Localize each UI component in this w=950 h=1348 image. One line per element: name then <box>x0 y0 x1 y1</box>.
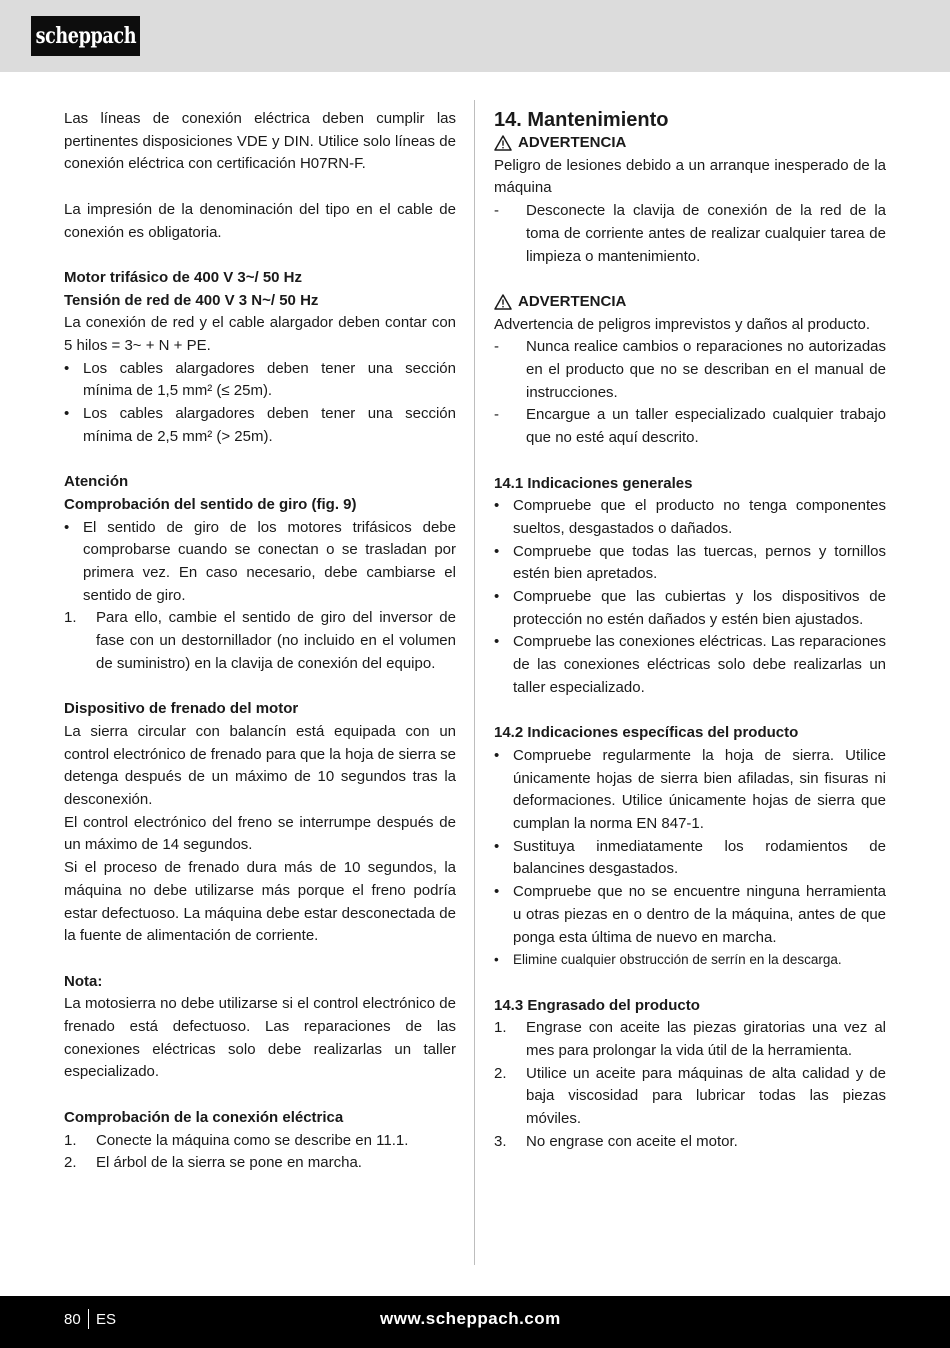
brake-heading: Dispositivo de frenado del motor <box>64 700 299 718</box>
list-item: • Los cables alargadores deben tener una sección mínima de 2,5 mm² (> 25m). <box>64 405 456 445</box>
brake-paragraph-2: El control electrónico del freno se interrumpe después de un máximo de 14 segundos. <box>64 813 456 854</box>
logo-text: scheppach <box>35 23 136 49</box>
numbered-item: 1. Para ello, cambie el sentido de giro del inversor de fase con un destornillador (no incluido en el volumen de suministro) en la clavija de conexión del equipo. <box>64 609 456 672</box>
column-divider <box>474 100 475 1265</box>
subsection-heading-14-2: 14.2 Indicaciones específicas del producto <box>494 724 799 742</box>
footer-separator <box>88 1309 89 1329</box>
subsection-heading-14-1: 14.1 Indicaciones generales <box>494 474 693 492</box>
left-column <box>64 108 456 1175</box>
numbered-item: 2. Utilice un aceite para máquinas de alta calidad y de baja viscosidad para lubricar todas las piezas móviles. <box>494 1064 886 1128</box>
list-item: - Encargue a un taller especializado cualquier trabajo que no esté aquí descrito. <box>494 406 886 447</box>
subsection-heading-14-3: 14.3 Engrasado del producto <box>494 996 700 1014</box>
scheppach-logo <box>31 16 140 56</box>
warning-label: ADVERTENCIA <box>494 132 886 155</box>
list-item: • Los cables alargadores deben tener una sección mínima de 1,5 mm² (≤ 25m). <box>64 359 456 400</box>
page-footer <box>0 1296 950 1348</box>
numbered-item: 2. El árbol de la sierra se pone en marcha. <box>64 1154 362 1172</box>
attention-heading: Atención <box>64 473 129 491</box>
warning-text: Peligro de lesiones debido a un arranque inesperado de la máquina <box>494 156 886 197</box>
list-item: • Compruebe que el producto no tenga componentes sueltos, desgastados o dañados. <box>494 497 886 537</box>
numbered-item: 1. Engrase con aceite las piezas giratorias una vez al mes para prolongar la vida útil de la herramienta. <box>494 1019 886 1060</box>
page-number: 80 <box>64 1311 81 1328</box>
list-item: • Compruebe regularmente la hoja de sierra. Utilice únicamente hojas de sierra bien afiladas, sin fisuras ni deformaciones. Utilice únicamente hojas de sierra que cumplan la norma EN 847-1. <box>494 746 886 833</box>
cable-requirements-paragraph: Las líneas de conexión eléctrica deben cumplir las pertinentes disposiciones VDE y DIN. Utilice solo líneas de conexión eléctrica con certificación H07RN-F. <box>64 110 456 173</box>
brake-paragraph-3: Si el proceso de frenado dura más de 10 segundos, la máquina no debe utilizarse más porque el freno podría estar defectuoso. La máquina debe estar desconectada de la fuente de alimentación de corriente. <box>64 859 456 945</box>
section-title: 14. Mantenimiento <box>494 109 669 131</box>
rotation-check-heading: Comprobación del sentido de giro (fig. 9) <box>64 495 357 513</box>
motor-paragraph: La conexión de red y el cable alargador deben contar con 5 hilos = 3~ + N + PE. <box>64 314 456 354</box>
motor-heading: Motor trifásico de 400 V 3~/ 50 Hz <box>64 268 303 286</box>
voltage-heading: Tensión de red de 400 V 3 N~/ 50 Hz <box>64 291 319 309</box>
list-item: • Elimine cualquier obstrucción de serrín en la descarga. <box>494 952 842 968</box>
list-item: • Sustituya inmediatamente los rodamientos de balancines desgastados. <box>494 837 886 878</box>
numbered-item: 3. No engrase con aceite el motor. <box>494 1132 738 1150</box>
list-item: - Nunca realice cambios o reparaciones no autorizadas en el producto que no se describan en el manual de instrucciones. <box>494 338 886 401</box>
page-header <box>0 0 950 72</box>
numbered-item: 1. Conecte la máquina como se describe en 11.1. <box>64 1131 409 1149</box>
connection-check-heading: Comprobación de la conexión eléctrica <box>64 1108 344 1126</box>
right-column <box>494 108 886 1154</box>
warning-text: Advertencia de peligros imprevistos y daños al producto. <box>494 315 871 333</box>
note-heading: Nota: <box>64 972 103 990</box>
list-item: • Compruebe que no se encuentre ninguna herramienta u otras piezas en o dentro de la máquina, antes de que ponga esta última de nuevo en marcha. <box>494 883 886 946</box>
note-paragraph: La motosierra no debe utilizarse si el control electrónico de frenado está defectuoso. Las reparaciones de las conexiones eléctricas solo debe realizarlas un taller especializado. <box>64 995 456 1081</box>
warning-label: ADVERTENCIA <box>494 291 886 314</box>
website-link[interactable]: www.scheppach.com <box>380 1309 561 1328</box>
warning-triangle-icon <box>494 135 512 151</box>
type-marking-paragraph: La impresión de la denominación del tipo en el cable de conexión es obligatoria. <box>64 200 456 241</box>
list-item: • Compruebe que las cubiertas y los dispositivos de protección no estén dañados y estén bien ajustados. <box>494 588 886 628</box>
brake-paragraph-1: La sierra circular con balancín está equipada con un control electrónico de frenado para que la hoja de sierra se detenga después de un máximo de 10 segundos tras la desconexión. <box>64 722 456 809</box>
list-item: • El sentido de giro de los motores trifásicos debe comprobarse cuando se conectan o se trasladan por primera vez. En caso necesario, debe cambiarse el sentido de giro. <box>64 518 456 604</box>
list-item: • Compruebe las conexiones eléctricas. Las reparaciones de las conexiones eléctricas solo debe realizarlas un taller especializado. <box>494 633 886 696</box>
list-item: - Desconecte la clavija de conexión de la red de la toma de corriente antes de realizar cualquier tarea de limpieza o mantenimiento. <box>494 202 886 265</box>
language-code: ES <box>96 1311 117 1328</box>
list-item: • Compruebe que todas las tuercas, pernos y tornillos estén bien apretados. <box>494 542 886 583</box>
warning-triangle-icon <box>494 294 512 310</box>
